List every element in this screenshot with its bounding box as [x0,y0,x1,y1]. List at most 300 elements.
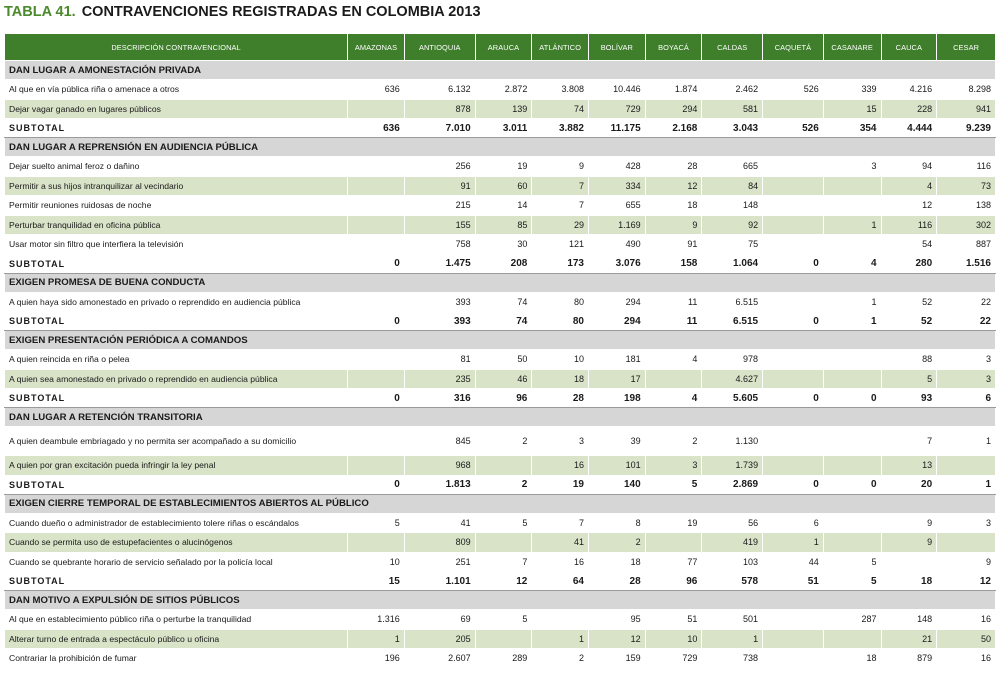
subtotal-label: SUBTOTAL [5,312,348,331]
cell-casanare [823,629,881,649]
subtotal-caquetá: 0 [763,254,824,273]
cell-caldas: 92 [702,215,763,235]
section-header [5,273,996,292]
cell-cesar: 302 [937,215,996,235]
row-description: A quien por gran excitación pueda infringir la ley penal [5,456,348,476]
table-number: TABLA 41. [4,4,76,20]
cell-cauca: 116 [881,215,937,235]
column-header-atlántico: ATLÁNTICO [532,34,589,61]
cell-boyacá: 729 [645,649,702,669]
subtotal-label: SUBTOTAL [5,572,348,591]
row-description: Dejar suelto animal feroz o dañino [5,157,348,177]
table-row [5,610,996,630]
cell-cesar: 50 [937,629,996,649]
cell-amazonas [348,176,405,196]
header-row [5,34,996,61]
cell-amazonas [348,427,405,456]
subtotal-cauca: 52 [881,312,937,331]
cell-antioquia: 91 [404,176,475,196]
cell-caquetá [763,176,824,196]
subtotal-antioquia: 1.475 [404,254,475,273]
cell-amazonas [348,350,405,370]
cell-atlántico: 29 [532,215,589,235]
table-row [5,552,996,572]
cell-caldas: 148 [702,196,763,216]
cell-amazonas [348,533,405,553]
cell-amazonas [348,215,405,235]
cell-arauca: 60 [475,176,532,196]
subtotal-bolívar: 198 [589,389,646,408]
cell-arauca: 5 [475,513,532,533]
cell-casanare: 5 [823,552,881,572]
cell-antioquia: 215 [404,196,475,216]
cell-caldas: 978 [702,350,763,370]
cell-cauca: 5 [881,369,937,389]
table-row [5,157,996,177]
subtotal-caquetá: 0 [763,475,824,494]
subtotal-amazonas: 636 [348,119,405,138]
subtotal-boyacá: 158 [645,254,702,273]
row-description: Cuando se permita uso de estupefacientes o alucinógenos [5,533,348,553]
cell-bolívar: 101 [589,456,646,476]
subtotal-boyacá: 96 [645,572,702,591]
cell-boyacá: 2 [645,427,702,456]
cell-caldas: 738 [702,649,763,669]
column-header-amazonas: AMAZONAS [348,34,405,61]
cell-amazonas [348,456,405,476]
section-title: EXIGEN PRESENTACIÓN PERIÓDICA A COMANDOS [5,331,996,350]
cell-boyacá [645,369,702,389]
cell-cauca: 21 [881,629,937,649]
cell-bolívar: 159 [589,649,646,669]
cell-caquetá: 526 [763,80,824,100]
subtotal-boyacá: 11 [645,312,702,331]
subtotal-boyacá: 2.168 [645,119,702,138]
cell-cesar: 887 [937,235,996,255]
section-header [5,591,996,610]
cell-amazonas [348,157,405,177]
cell-cauca: 88 [881,350,937,370]
cell-caquetá [763,292,824,312]
cell-casanare [823,350,881,370]
cell-antioquia: 81 [404,350,475,370]
subtotal-antioquia: 7.010 [404,119,475,138]
cell-caquetá: 1 [763,533,824,553]
cell-antioquia: 155 [404,215,475,235]
cell-caldas: 1 [702,629,763,649]
table-row [5,456,996,476]
column-header-description: DESCRIPCIÓN CONTRAVENCIONAL [5,34,348,61]
cell-bolívar: 18 [589,552,646,572]
subtotal-caldas: 1.064 [702,254,763,273]
cell-caquetá [763,235,824,255]
subtotal-arauca: 3.011 [475,119,532,138]
cell-casanare: 287 [823,610,881,630]
cell-atlántico: 3.808 [532,80,589,100]
column-header-cauca: CAUCA [881,34,937,61]
subtotal-row [5,312,996,331]
cell-boyacá: 19 [645,513,702,533]
cell-cauca: 9 [881,513,937,533]
cell-atlántico: 16 [532,456,589,476]
cell-amazonas [348,292,405,312]
cell-cauca: 54 [881,235,937,255]
cell-casanare [823,176,881,196]
table-title [4,2,481,24]
row-description: Perturbar tranquilidad en oficina pública [5,215,348,235]
subtotal-label: SUBTOTAL [5,119,348,138]
cell-atlántico: 74 [532,99,589,119]
cell-boyacá: 4 [645,350,702,370]
subtotal-atlántico: 80 [532,312,589,331]
row-description: Dejar vagar ganado en lugares públicos [5,99,348,119]
subtotal-caquetá: 0 [763,389,824,408]
table-row [5,513,996,533]
subtotal-antioquia: 1.101 [404,572,475,591]
cell-amazonas: 5 [348,513,405,533]
cell-arauca: 2.872 [475,80,532,100]
row-description: Permitir reuniones ruidosas de noche [5,196,348,216]
cell-caldas: 103 [702,552,763,572]
cell-casanare [823,513,881,533]
cell-atlántico: 41 [532,533,589,553]
cell-boyacá: 28 [645,157,702,177]
subtotal-cauca: 280 [881,254,937,273]
cell-atlántico: 7 [532,196,589,216]
cell-caquetá [763,456,824,476]
cell-cesar: 3 [937,350,996,370]
cell-boyacá: 10 [645,629,702,649]
column-header-bolívar: BOLÍVAR [589,34,646,61]
cell-arauca: 74 [475,292,532,312]
cell-casanare: 1 [823,215,881,235]
cell-boyacá: 294 [645,99,702,119]
cell-boyacá: 51 [645,610,702,630]
subtotal-amazonas: 0 [348,475,405,494]
subtotal-casanare: 0 [823,475,881,494]
section-header [5,61,996,80]
cell-caquetá [763,196,824,216]
row-description: Cuando dueño o administrador de establecimiento tolere riñas o escándalos [5,513,348,533]
subtotal-caldas: 3.043 [702,119,763,138]
subtotal-amazonas: 0 [348,312,405,331]
cell-amazonas: 196 [348,649,405,669]
cell-cauca: 94 [881,157,937,177]
table-row [5,350,996,370]
cell-arauca: 139 [475,99,532,119]
cell-caquetá [763,629,824,649]
row-description: A quien deambule embriagado y no permita ser acompañado a su domicilio [5,427,348,456]
cell-boyacá: 18 [645,196,702,216]
cell-antioquia: 205 [404,629,475,649]
subtotal-caquetá: 51 [763,572,824,591]
cell-caquetá [763,99,824,119]
subtotal-bolívar: 294 [589,312,646,331]
cell-cesar: 3 [937,369,996,389]
cell-amazonas: 636 [348,80,405,100]
cell-bolívar: 2 [589,533,646,553]
cell-casanare [823,427,881,456]
cell-amazonas [348,369,405,389]
subtotal-label: SUBTOTAL [5,389,348,408]
cell-atlántico: 10 [532,350,589,370]
cell-arauca [475,456,532,476]
cell-atlántico: 2 [532,649,589,669]
section-title: DAN MOTIVO A EXPULSIÓN DE SITIOS PÚBLICOS [5,591,996,610]
column-header-boyacá: BOYACÁ [645,34,702,61]
section-title: DAN LUGAR A AMONESTACIÓN PRIVADA [5,61,996,80]
table-title-text: CONTRAVENCIONES REGISTRADAS EN COLOMBIA 2013 [81,4,481,20]
cell-cesar: 16 [937,649,996,669]
cell-amazonas: 1 [348,629,405,649]
subtotal-antioquia: 316 [404,389,475,408]
cell-caquetá [763,215,824,235]
cell-cesar: 1 [937,427,996,456]
subtotal-antioquia: 1.813 [404,475,475,494]
cell-bolívar: 181 [589,350,646,370]
cell-boyacá: 91 [645,235,702,255]
cell-bolívar: 12 [589,629,646,649]
subtotal-caldas: 6.515 [702,312,763,331]
table-row [5,80,996,100]
cell-caldas: 1.130 [702,427,763,456]
cell-cesar [937,456,996,476]
subtotal-caldas: 2.869 [702,475,763,494]
subtotal-casanare: 4 [823,254,881,273]
subtotal-amazonas: 0 [348,254,405,273]
subtotal-cauca: 93 [881,389,937,408]
subtotal-amazonas: 0 [348,389,405,408]
cell-amazonas: 10 [348,552,405,572]
column-header-casanare: CASANARE [823,34,881,61]
table-row [5,629,996,649]
cell-antioquia: 256 [404,157,475,177]
subtotal-row [5,389,996,408]
cell-cauca: 4 [881,176,937,196]
cell-casanare [823,196,881,216]
cell-antioquia: 69 [404,610,475,630]
cell-caquetá [763,369,824,389]
subtotal-casanare: 354 [823,119,881,138]
cell-antioquia: 968 [404,456,475,476]
subtotal-row [5,475,996,494]
cell-atlántico: 16 [532,552,589,572]
subtotal-bolívar: 3.076 [589,254,646,273]
cell-bolívar: 334 [589,176,646,196]
cell-arauca: 50 [475,350,532,370]
table-row [5,649,996,669]
cell-atlántico: 18 [532,369,589,389]
table-row [5,196,996,216]
cell-antioquia: 878 [404,99,475,119]
subtotal-cauca: 18 [881,572,937,591]
cell-caquetá [763,427,824,456]
section-header [5,408,996,427]
row-description: Alterar turno de entrada a espectáculo público u oficina [5,629,348,649]
subtotal-atlántico: 3.882 [532,119,589,138]
cell-boyacá: 77 [645,552,702,572]
cell-antioquia: 6.132 [404,80,475,100]
cell-bolívar: 95 [589,610,646,630]
table-row [5,369,996,389]
subtotal-bolívar: 11.175 [589,119,646,138]
cell-bolívar: 729 [589,99,646,119]
cell-atlántico [532,610,589,630]
cell-arauca: 46 [475,369,532,389]
cell-cauca: 52 [881,292,937,312]
cell-caldas: 1.739 [702,456,763,476]
cell-antioquia: 845 [404,427,475,456]
section-title: DAN LUGAR A RETENCIÓN TRANSITORIA [5,408,996,427]
cell-antioquia: 393 [404,292,475,312]
cell-antioquia: 235 [404,369,475,389]
subtotal-atlántico: 64 [532,572,589,591]
subtotal-cesar: 22 [937,312,996,331]
cell-antioquia: 809 [404,533,475,553]
column-header-arauca: ARAUCA [475,34,532,61]
subtotal-caquetá: 0 [763,312,824,331]
column-header-caquetá: CAQUETÁ [763,34,824,61]
row-description: A quien haya sido amonestado en privado o reprendido en audiencia pública [5,292,348,312]
cell-caquetá [763,649,824,669]
cell-casanare: 3 [823,157,881,177]
cell-bolívar: 10.446 [589,80,646,100]
cell-arauca: 85 [475,215,532,235]
cell-caquetá [763,610,824,630]
subtotal-amazonas: 15 [348,572,405,591]
subtotal-cesar: 1 [937,475,996,494]
subtotal-row [5,119,996,138]
cell-atlántico: 121 [532,235,589,255]
cell-caquetá: 6 [763,513,824,533]
subtotal-bolívar: 28 [589,572,646,591]
cell-casanare: 339 [823,80,881,100]
row-description: Cuando se quebrante horario de servicio señalado por la policía local [5,552,348,572]
cell-cesar: 138 [937,196,996,216]
subtotal-cesar: 12 [937,572,996,591]
section-title: EXIGEN CIERRE TEMPORAL DE ESTABLECIMIENTOS ABIERTOS AL PÚBLICO [5,494,996,513]
cell-casanare [823,533,881,553]
row-description: Al que en establecimiento público riña o perturbe la tranquilidad [5,610,348,630]
cell-arauca [475,629,532,649]
cell-boyacá [645,533,702,553]
cell-boyacá: 11 [645,292,702,312]
cell-casanare: 15 [823,99,881,119]
table-row [5,99,996,119]
row-description: Permitir a sus hijos intranquilizar al vecindario [5,176,348,196]
subtotal-row [5,254,996,273]
cell-bolívar: 17 [589,369,646,389]
cell-amazonas [348,196,405,216]
cell-boyacá: 3 [645,456,702,476]
section-header [5,331,996,350]
cell-casanare: 1 [823,292,881,312]
subtotal-arauca: 2 [475,475,532,494]
contraventions-table [4,33,996,669]
subtotal-caquetá: 526 [763,119,824,138]
subtotal-boyacá: 4 [645,389,702,408]
subtotal-cauca: 20 [881,475,937,494]
cell-arauca: 289 [475,649,532,669]
cell-cesar: 8.298 [937,80,996,100]
cell-caldas: 2.462 [702,80,763,100]
row-description: Contrariar la prohibición de fumar [5,649,348,669]
cell-arauca: 5 [475,610,532,630]
subtotal-arauca: 74 [475,312,532,331]
cell-caquetá: 44 [763,552,824,572]
cell-caldas: 4.627 [702,369,763,389]
cell-caldas: 56 [702,513,763,533]
column-header-antioquia: ANTIOQUIA [404,34,475,61]
subtotal-arauca: 12 [475,572,532,591]
cell-bolívar: 294 [589,292,646,312]
cell-boyacá: 9 [645,215,702,235]
table-row [5,427,996,456]
subtotal-cesar: 6 [937,389,996,408]
cell-amazonas: 1.316 [348,610,405,630]
table-row [5,176,996,196]
subtotal-cesar: 1.516 [937,254,996,273]
cell-atlántico: 1 [532,629,589,649]
cell-caldas: 6.515 [702,292,763,312]
cell-bolívar: 655 [589,196,646,216]
subtotal-bolívar: 140 [589,475,646,494]
subtotal-boyacá: 5 [645,475,702,494]
cell-caldas: 665 [702,157,763,177]
cell-atlántico: 3 [532,427,589,456]
cell-arauca: 2 [475,427,532,456]
subtotal-label: SUBTOTAL [5,254,348,273]
row-description: A quien sea amonestado en privado o reprendido en audiencia pública [5,369,348,389]
cell-cauca: 12 [881,196,937,216]
subtotal-caldas: 578 [702,572,763,591]
cell-casanare [823,456,881,476]
cell-cauca: 879 [881,649,937,669]
cell-bolívar: 8 [589,513,646,533]
subtotal-row [5,572,996,591]
cell-atlántico: 9 [532,157,589,177]
subtotal-atlántico: 19 [532,475,589,494]
subtotal-arauca: 96 [475,389,532,408]
cell-casanare: 18 [823,649,881,669]
cell-cauca: 9 [881,533,937,553]
cell-cauca: 4.216 [881,80,937,100]
cell-antioquia: 251 [404,552,475,572]
column-header-caldas: CALDAS [702,34,763,61]
cell-antioquia: 41 [404,513,475,533]
cell-caldas: 419 [702,533,763,553]
cell-cesar: 22 [937,292,996,312]
subtotal-arauca: 208 [475,254,532,273]
cell-cauca: 228 [881,99,937,119]
subtotal-atlántico: 173 [532,254,589,273]
cell-cesar: 941 [937,99,996,119]
cell-atlántico: 7 [532,513,589,533]
cell-antioquia: 758 [404,235,475,255]
table-row [5,215,996,235]
cell-bolívar: 428 [589,157,646,177]
cell-casanare [823,369,881,389]
cell-amazonas [348,99,405,119]
cell-cesar: 73 [937,176,996,196]
cell-cauca: 13 [881,456,937,476]
subtotal-atlántico: 28 [532,389,589,408]
section-header [5,138,996,157]
cell-caldas: 581 [702,99,763,119]
cell-arauca: 7 [475,552,532,572]
cell-bolívar: 39 [589,427,646,456]
cell-arauca: 14 [475,196,532,216]
